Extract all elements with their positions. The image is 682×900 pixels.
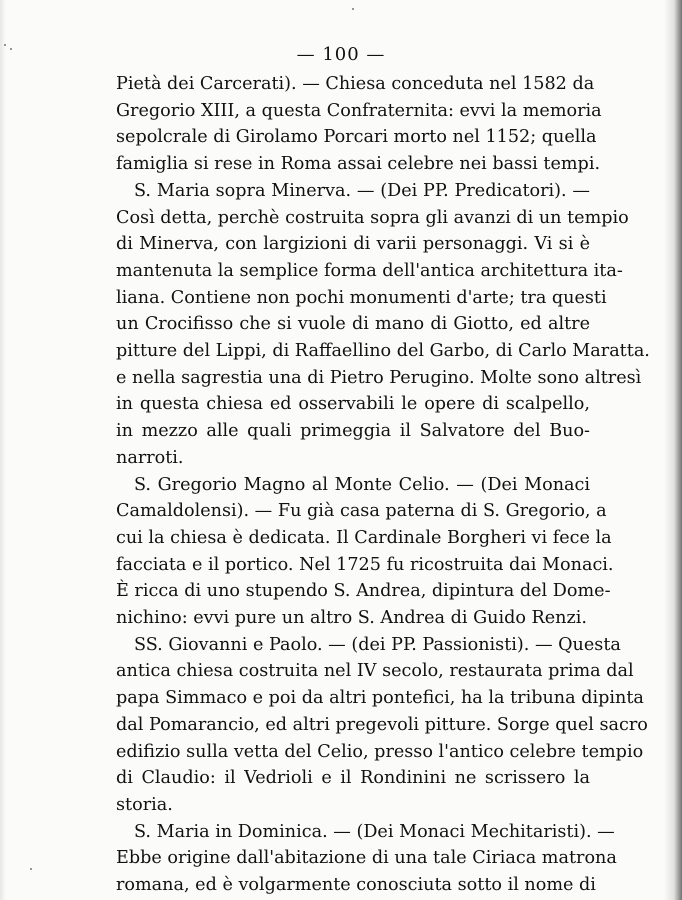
text-line: Camaldolensi). — Fu già casa paterna di S. Gregorio, a (116, 501, 607, 522)
scan-speck (30, 868, 32, 870)
text-line: Ebbe origine dall'abitazione di una tale Ciriaca matrona (116, 848, 617, 869)
scan-speck (352, 8, 354, 10)
text-line: famiglia si rese in Roma assai celebre nei bassi tempi. (116, 154, 601, 175)
text-line: nichino: evvi pure un altro S. Andrea di Guido Renzi. (116, 608, 588, 629)
text-line: romana, ed è volgarmente conosciuta sotto il nome di (116, 875, 596, 896)
text-line: Pietà dei Carcerati). — Chiesa conceduta nel 1582 da (116, 74, 595, 94)
page-edge-left (0, 0, 6, 900)
text-line: SS. Giovanni e Paolo. — (dei PP. Passionisti). — Questa (134, 634, 621, 655)
text-line: sepolcrale di Girolamo Porcari morto nel 1152; quella (116, 127, 597, 148)
text-line: facciata e il portico. Nel 1725 fu ricostruita dai Monaci. (116, 554, 614, 575)
text-line: Così detta, perchè costruita sopra gli avanzi di un tempio (116, 207, 629, 228)
text-line: dal Pomarancio, ed altri pregevoli pitture. Sorge quel sacro (116, 714, 648, 735)
text-line: S. Gregorio Magno al Monte Celio. — (Dei Monaci (134, 474, 590, 495)
text-line: di Minerva, con largizioni di varii personaggi. Vi si è (116, 234, 590, 255)
text-line: edifizio sulla vetta del Celio, presso l'antico celebre tempio (116, 741, 644, 762)
text-line: un Crocifisso che si vuole di mano di Giotto, ed altre (116, 314, 590, 335)
text-line: papa Simmaco e poi da altri pontefici, ha la tribuna dipinta (116, 688, 644, 709)
text-line: storia. (116, 794, 173, 815)
text-line: narroti. (116, 447, 184, 468)
text-line: e nella sagrestia una di Pietro Perugino. Molte sono altresì (116, 367, 642, 388)
text-line: mantenuta la semplice forma dell'antica architettura ita- (116, 260, 623, 281)
text-line: S. Maria sopra Minerva. — (Dei PP. Predicatori). — (134, 180, 590, 201)
page-number: — 100 — (296, 44, 386, 65)
text-line: in mezzo alle quali primeggia il Salvatore del Buo- (116, 421, 590, 442)
text-line: Gregorio XIII, a questa Confraternita: evvi la memoria (116, 100, 602, 121)
text-line: liana. Contiene non pochi monumenti d'arte; tra questi (116, 287, 607, 308)
text-line: È ricca di uno stupendo S. Andrea, dipintura del Dome- (116, 581, 611, 602)
text-line: di Claudio: il Vedrioli e il Rondinini ne scrissero la (116, 768, 590, 789)
text-line: antica chiesa costruita nel IV secolo, restaurata prima dal (116, 661, 634, 682)
page-edge-right (664, 0, 682, 900)
text-line: cui la chiesa è dedicata. Il Cardinale Borgheri vi fece la (116, 527, 612, 548)
text-line: in questa chiesa ed osservabili le opere di scalpello, (116, 394, 590, 415)
text-line: pitture del Lippi, di Raffaellino del Garbo, di Carlo Maratta. (116, 341, 650, 362)
body-text (116, 71, 650, 899)
text-line: S. Maria in Dominica. — (Dei Monaci Mechitaristi). — (134, 821, 615, 842)
